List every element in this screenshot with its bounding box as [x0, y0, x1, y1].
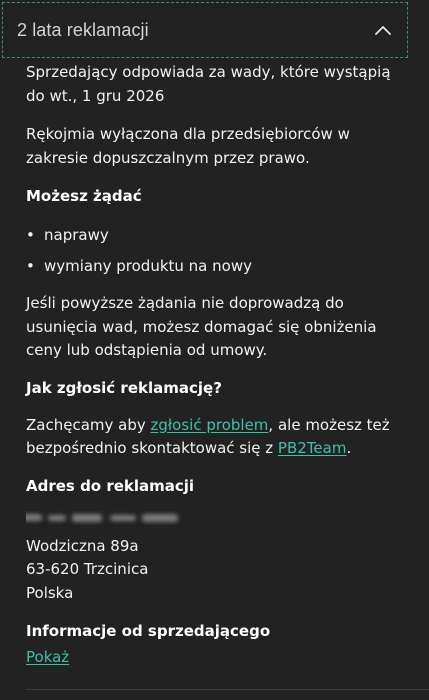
warranty-accordion-header[interactable]: [2, 2, 408, 58]
how-to-complain-heading: Jak zgłosić reklamację?: [26, 378, 222, 397]
demands-list: [26, 224, 411, 278]
list-item: • wymiany produktu na nowy: [26, 255, 411, 278]
accordion-title: 2 lata reklamacji: [17, 19, 149, 40]
list-item: • naprawy: [26, 224, 411, 247]
chevron-up-icon[interactable]: [373, 20, 393, 40]
seller-info-show: [26, 646, 411, 670]
address-country: Polska: [26, 583, 74, 602]
report-problem-link[interactable]: zgłosić problem: [150, 415, 269, 434]
demands-heading: Możesz żądać: [26, 187, 142, 205]
how-text-2: , ale możesz też bezpośrednio skontaktować się z: [26, 415, 390, 457]
how-text-3: .: [346, 439, 352, 457]
seller-liability-text: Sprzedający odpowiada za wady, które wystąpią do wt., 1 gru 2026: [26, 63, 391, 105]
how-text-1: Zachęcamy aby: [26, 415, 151, 434]
redaction-smudge: [26, 511, 186, 525]
warranty-details: [26, 61, 411, 670]
seller-contact-link[interactable]: PB2Team: [277, 439, 347, 457]
section-divider: [26, 689, 429, 690]
how-to-complain-text: [26, 414, 411, 461]
show-seller-info-link[interactable]: Pokaż: [26, 648, 70, 666]
rekojmia-note: Rękojmia wyłączona dla przedsiębiorców w zakresie dopuszczalnym przez prawo.: [26, 125, 350, 167]
address-street: Wodziczna 89a: [26, 536, 139, 555]
address-city: 63-620 Trzcinica: [26, 560, 149, 578]
address-heading: Adres do reklamacji: [26, 476, 195, 495]
redacted-name: [26, 511, 411, 534]
seller-info-heading: Informacje od sprzedającego: [26, 622, 271, 640]
price-reduction-note: Jeśli powyższe żądania nie doprowadzą do usunięcia wad, możesz domagać się obniżenia ceny lub odstąpienia od umowy.: [26, 294, 377, 359]
